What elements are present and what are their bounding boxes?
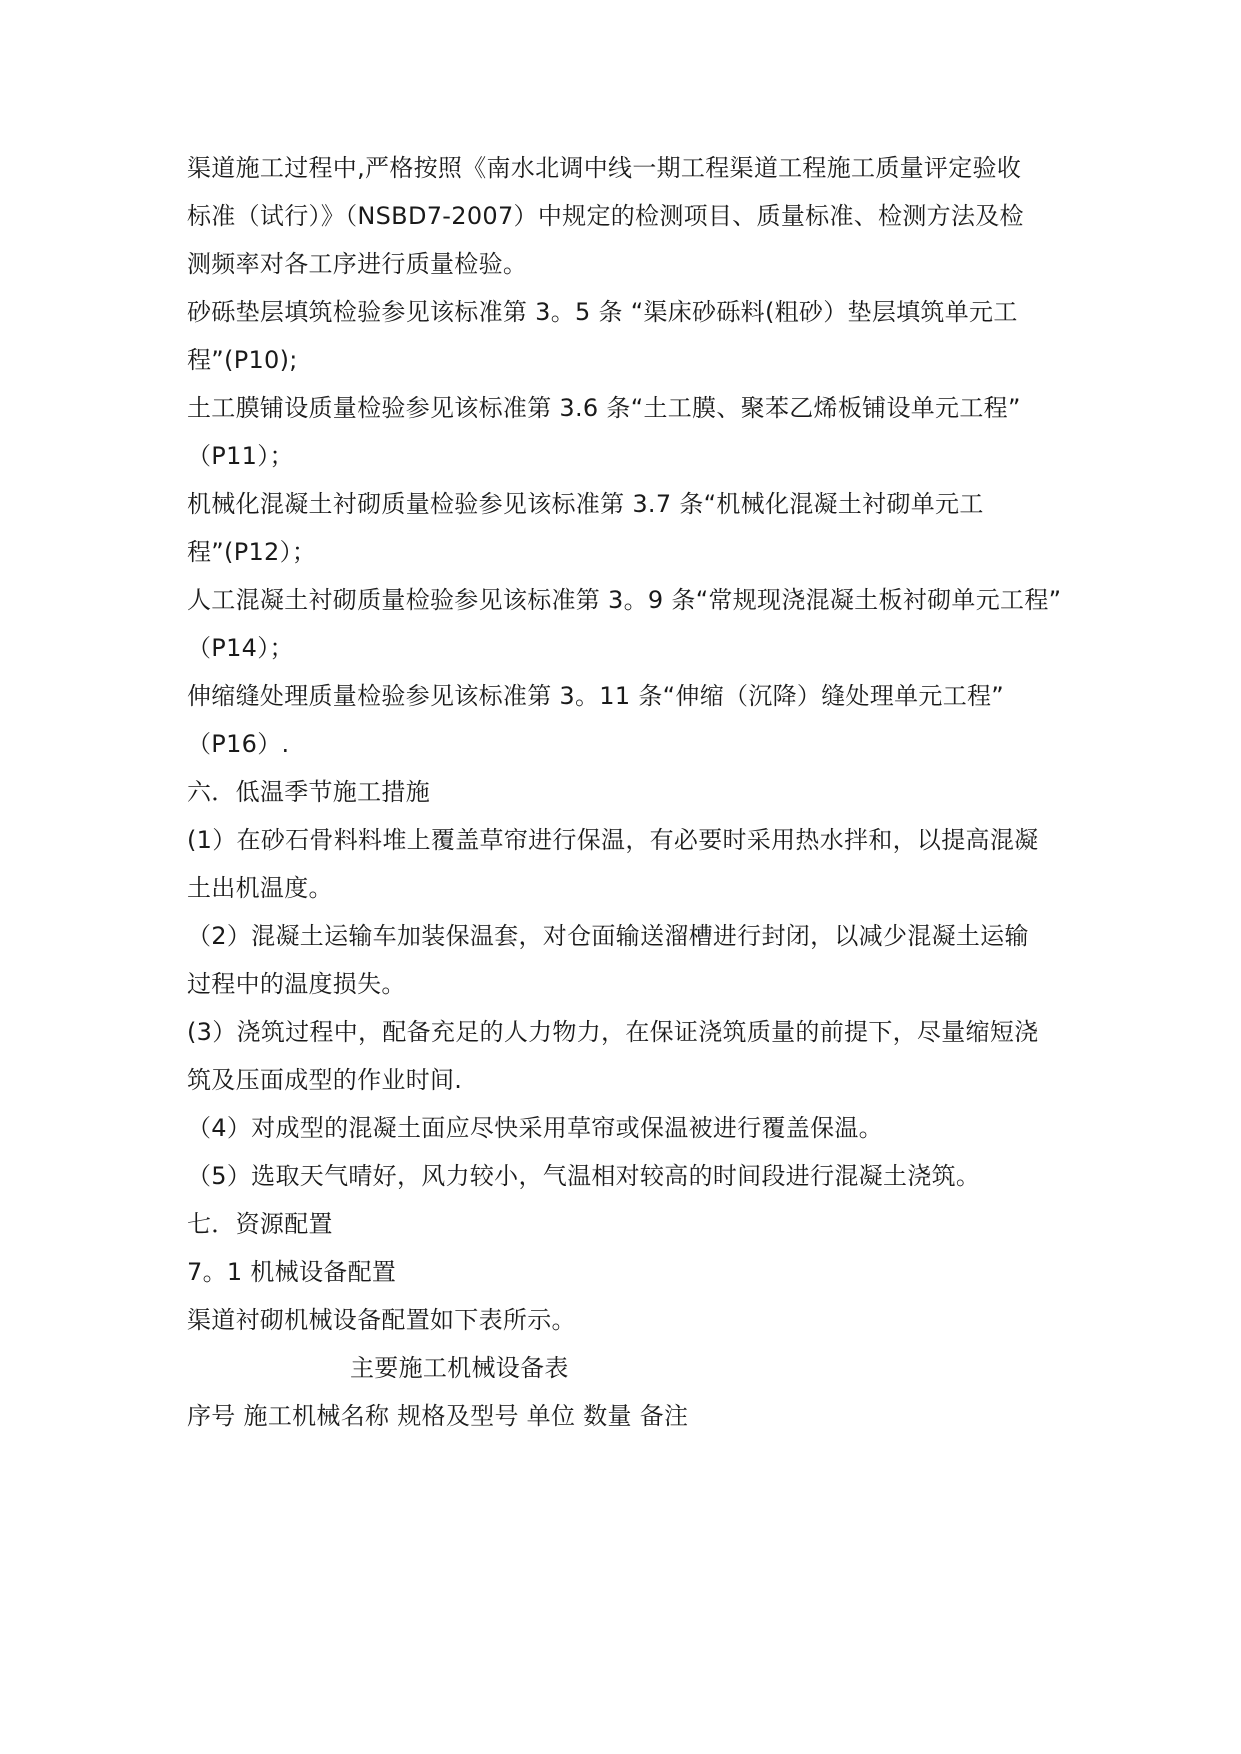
text-line: 程”(P10); [187,346,298,374]
text-line: 人工混凝土衬砌质量检验参见该标准第 3。9 条“常规现浇混凝土板衬砌单元工程” [187,586,1062,614]
text-line: 土出机温度。 [187,874,333,902]
table-header-row: 序号 施工机械名称 规格及型号 单位 数量 备注 [187,1402,689,1430]
text-line: 测频率对各工序进行质量检验。 [187,250,528,278]
text-line: 标准（试行）》（NSBD7-2007）中规定的检测项目、质量标准、检测方法及检 [187,202,1024,230]
text-line: （5）选取天气晴好，风力较小，气温相对较高的时间段进行混凝土浇筑。 [187,1162,981,1190]
text-line: 砂砾垫层填筑检验参见该标准第 3。5 条 “渠床砂砾料(粗砂）垫层填筑单元工 [187,298,1018,326]
text-line: (1）在砂石骨料料堆上覆盖草帘进行保温，有必要时采用热水拌和，以提高混凝 [187,826,1039,854]
section-heading: 七．资源配置 [187,1210,333,1238]
section-heading: 六．低温季节施工措施 [187,778,430,806]
text-line: 筑及压面成型的作业时间. [187,1066,463,1094]
text-line: 程”(P12）； [187,538,317,566]
text-line: （2）混凝土运输车加装保温套，对仓面输送溜槽进行封闭，以减少混凝土运输 [187,922,1029,950]
text-line: （P14）； [187,634,294,662]
text-line: 渠道施工过程中,严格按照《南水北调中线一期工程渠道工程施工质量评定验收 [187,154,1022,182]
text-line: （P16）. [187,730,290,758]
text-line: （P11）； [187,442,294,470]
text-line: 伸缩缝处理质量检验参见该标准第 3。11 条“伸缩（沉降）缝处理单元工程” [187,682,1005,710]
text-line: 过程中的温度损失。 [187,970,406,998]
text-line: 机械化混凝土衬砌质量检验参见该标准第 3.7 条“机械化混凝土衬砌单元工 [187,490,984,518]
text-line: 渠道衬砌机械设备配置如下表所示。 [187,1306,576,1334]
text-line: (3）浇筑过程中，配备充足的人力物力，在保证浇筑质量的前提下，尽量缩短浇 [187,1018,1039,1046]
text-line: （4）对成型的混凝土面应尽快采用草帘或保温被进行覆盖保温。 [187,1114,883,1142]
table-title: 主要施工机械设备表 [350,1354,569,1382]
subsection-heading: 7。1 机械设备配置 [187,1258,397,1286]
text-line: 土工膜铺设质量检验参见该标准第 3.6 条“土工膜、聚苯乙烯板铺设单元工程” [187,394,1021,422]
